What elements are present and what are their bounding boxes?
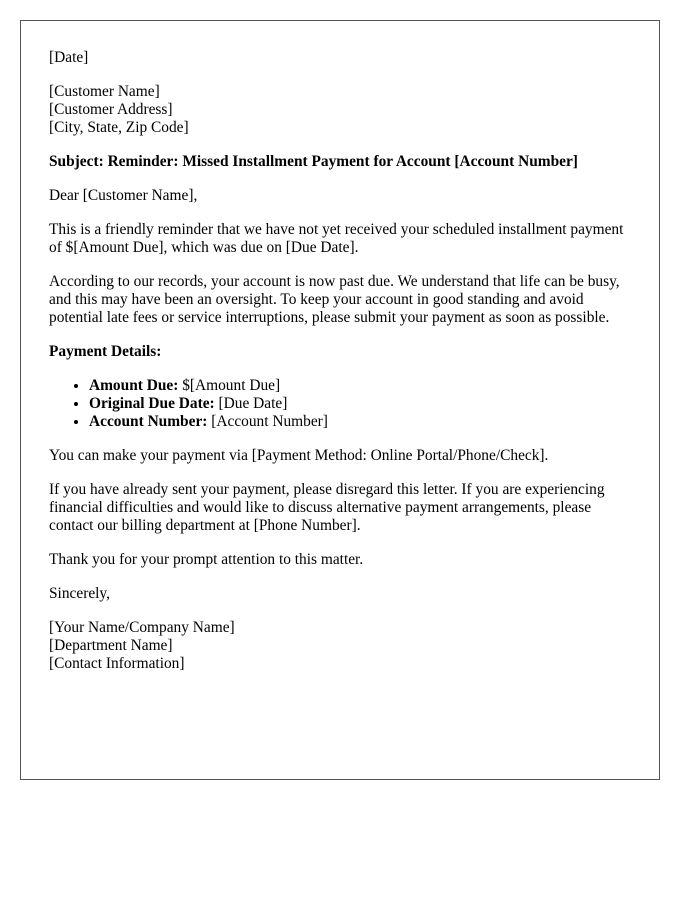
letter xyxy=(20,20,660,780)
signature-block xyxy=(49,619,631,673)
signature-department: [Department Name] xyxy=(49,637,173,654)
recipient-address xyxy=(49,83,631,137)
paragraph-payment-method: You can make your payment via [Payment Method: Online Portal/Phone/Check]. xyxy=(49,447,549,464)
signature-contact: [Contact Information] xyxy=(49,655,185,672)
paragraph-reminder: This is a friendly reminder that we have not yet received your scheduled installment payment of $[Amount Due], which was due on [Due Date]. xyxy=(49,221,624,256)
detail-value: [Due Date] xyxy=(214,395,288,412)
payment-details-heading: Payment Details: xyxy=(49,343,162,360)
subject-line: Subject: Reminder: Missed Installment Payment for Account [Account Number] xyxy=(49,153,578,170)
letter-date: [Date] xyxy=(49,49,89,66)
recipient-name: [Customer Name] xyxy=(49,83,160,100)
detail-amount-due xyxy=(89,377,631,395)
signature-name: [Your Name/Company Name] xyxy=(49,619,235,636)
paragraph-disregard: If you have already sent your payment, please disregard this letter. If you are experiencing financial difficulties and would like to discuss alternative payment arrangements, please contact our billing department at [Phone Number]. xyxy=(49,481,605,534)
detail-label: Amount Due: xyxy=(89,377,179,394)
payment-details-list xyxy=(49,377,631,431)
recipient-street: [Customer Address] xyxy=(49,101,173,118)
closing: Sincerely, xyxy=(49,585,110,602)
detail-label: Original Due Date: xyxy=(89,395,215,412)
detail-label: Account Number: xyxy=(89,413,208,430)
detail-due-date xyxy=(89,395,631,413)
detail-account-number xyxy=(89,413,631,431)
salutation: Dear [Customer Name], xyxy=(49,187,198,204)
detail-value: [Account Number] xyxy=(207,413,328,430)
detail-value: $[Amount Due] xyxy=(178,377,281,394)
paragraph-past-due: According to our records, your account is now past due. We understand that life can be busy, and this may have been an oversight. To keep your account in good standing and avoid potential late fees or service interruptions, please submit your payment as soon as possible. xyxy=(49,273,620,326)
paragraph-thanks: Thank you for your prompt attention to this matter. xyxy=(49,551,364,568)
recipient-city: [City, State, Zip Code] xyxy=(49,119,189,136)
